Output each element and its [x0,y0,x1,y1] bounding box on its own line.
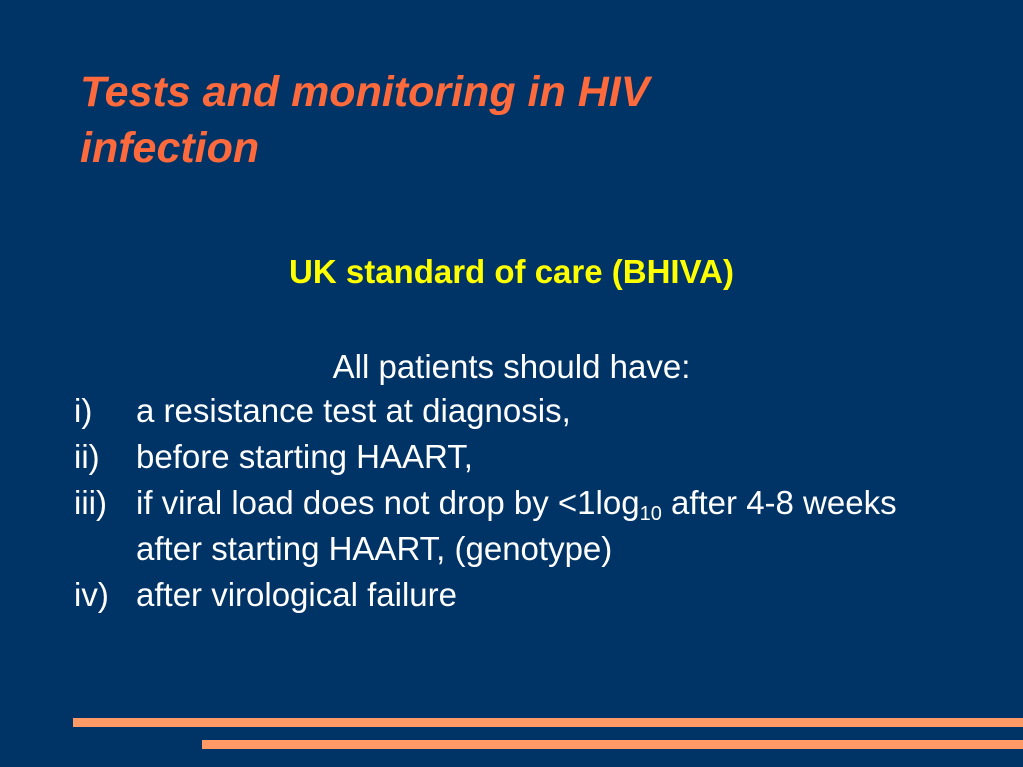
list-item-number: iv) [74,576,109,613]
decorative-rule-lower [202,740,1023,749]
list-intro: All patients should have: [332,348,691,385]
list-item-text: before starting HAART, [136,438,473,475]
log-base-subscript: 10 [639,503,662,525]
list-item [74,480,954,572]
list-item-text [136,480,954,572]
list-item-number: i) [74,392,93,429]
list-item-number: iii) [74,484,107,521]
list-item-text: after virological failure [136,576,457,613]
list-item [74,388,954,434]
list-item-number: ii) [74,438,100,475]
requirements-list [74,388,954,618]
list-item-text: a resistance test at diagnosis, [136,392,571,429]
list-item-text-start: if viral load does not drop by <1log [136,484,640,521]
list-item [74,572,954,618]
list-item-text-end: after 4-8 weeks after starting HAART, (genotype) [136,484,897,567]
slide-subtitle: UK standard of care (BHIVA) [289,253,734,290]
list-item [74,434,954,480]
slide-title: Tests and monitoring in HIV infection [80,68,650,172]
decorative-rule-upper [73,718,1023,727]
